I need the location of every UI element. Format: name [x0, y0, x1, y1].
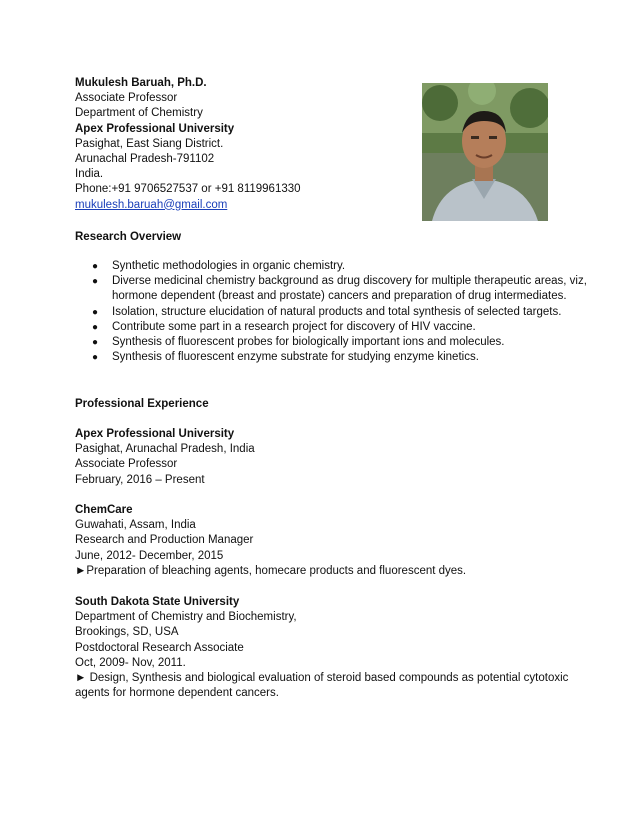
job-org: Apex Professional University [75, 428, 235, 440]
job-role: Postdoctoral Research Associate [75, 641, 244, 654]
experience-heading: Professional Experience [75, 398, 209, 410]
job-org: South Dakota State University [75, 596, 240, 608]
list-item: ● Synthetic methodologies in organic chemistry. [75, 259, 595, 274]
job-note: ►Preparation of bleaching agents, homecare products and fluorescent dyes. [75, 564, 467, 577]
country: India. [75, 168, 104, 181]
person-name: Mukulesh Baruah, Ph.D. [75, 77, 207, 89]
department: Department of Chemistry [75, 107, 203, 120]
bullet-icon: ● [92, 261, 99, 272]
job-dates: February, 2016 – Present [75, 473, 205, 486]
bullet-icon: ● [92, 321, 99, 333]
bullet-icon: ● [92, 306, 99, 318]
job-location: Guwahati, Assam, India [75, 519, 196, 532]
job-dates: June, 2012- December, 2015 [75, 549, 224, 562]
job-location: Pasighat, Arunachal Pradesh, India [75, 443, 255, 456]
email-link[interactable]: mukulesh.baruah@gmail.com [75, 198, 228, 211]
job-location: Brookings, SD, USA [75, 626, 179, 639]
list-item: ● Diverse medicinal chemistry background as drug discovery for multiple therapeutic areas, viz, hormone dependent (breast and prostate) cancers and preparation of drug intermediates. [92, 275, 587, 303]
research-heading-block [75, 230, 595, 245]
address-line-2: Arunachal Pradesh-791102 [75, 153, 215, 166]
list-item: ● Contribute some part in a research project for discovery of HIV vaccine. [75, 320, 595, 335]
experience-heading-block [75, 397, 595, 412]
job-note: ► Design, Synthesis and biological evaluation of steroid based compounds as potential cytotoxic agents for hormone dependent cancers. [75, 672, 569, 700]
bullet-icon: ● [92, 276, 99, 288]
job-entry [75, 427, 595, 488]
bullet-icon: ● [92, 337, 99, 349]
job-entry [75, 503, 595, 579]
list-item: ● Isolation, structure elucidation of natural products and total synthesis of selected targets. [75, 305, 595, 320]
job-role: Associate Professor [75, 458, 178, 471]
list-item: ● Synthesis of fluorescent probes for biologically important ions and molecules. [75, 335, 595, 350]
job-entry [75, 595, 595, 701]
job-role: Research and Production Manager [75, 534, 254, 547]
research-list [75, 259, 595, 365]
phone: Phone:+91 9706527537 or +91 8119961330 [75, 183, 301, 196]
person-title: Associate Professor [75, 92, 178, 105]
bullet-icon: ● [92, 352, 99, 364]
university-name: Apex Professional University [75, 122, 235, 135]
job-department: Department of Chemistry and Biochemistry, [75, 611, 297, 624]
job-org: ChemCare [75, 504, 133, 516]
job-dates: Oct, 2009- Nov, 2011. [75, 656, 186, 669]
profile-photo [422, 83, 548, 221]
address-line-1: Pasighat, East Siang District. [75, 137, 224, 150]
research-heading: Research Overview [75, 231, 182, 243]
list-item: ● Synthesis of fluorescent enzyme substrate for studying enzyme kinetics. [75, 350, 595, 365]
